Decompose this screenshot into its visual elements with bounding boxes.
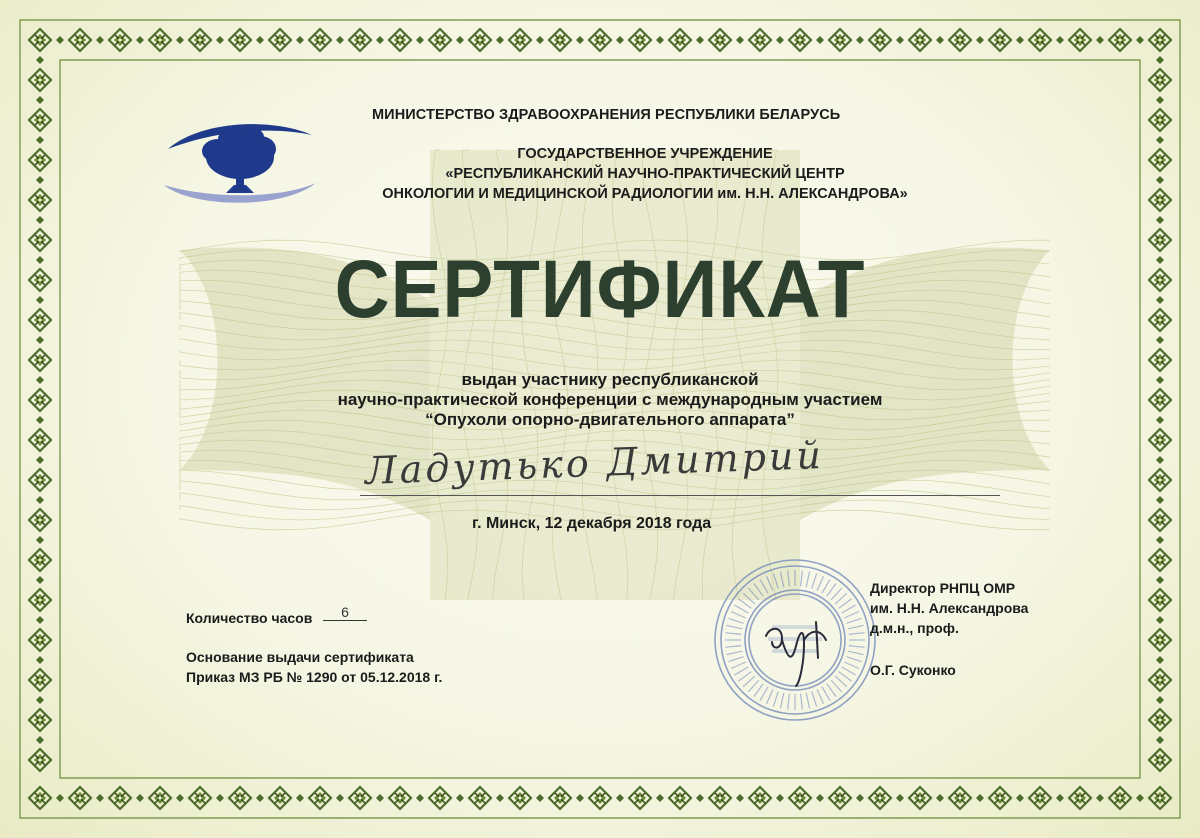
stamp-lettering-mark	[801, 570, 803, 586]
stamp-lettering-mark	[727, 651, 743, 654]
stamp-lettering-mark	[767, 576, 774, 591]
director-signature	[760, 600, 850, 690]
stamp-lettering-mark	[738, 672, 751, 681]
director-institution: им. Н.Н. Александрова	[870, 600, 1029, 616]
stamp-lettering-mark	[727, 625, 743, 628]
stamp-lettering-mark	[748, 680, 759, 692]
stamp-lettering-mark	[773, 691, 778, 706]
conference-name: “Опухоли опорно-двигательного аппарата”	[425, 410, 795, 429]
stamp-lettering-mark	[788, 694, 790, 710]
stamp-lettering-mark	[728, 618, 743, 623]
stamp-lettering-mark	[767, 689, 774, 704]
recipient-underline	[360, 495, 1000, 496]
stamp-lettering-mark	[725, 633, 741, 635]
director-degree: д.м.н., проф.	[870, 620, 959, 636]
stamp-lettering-mark	[760, 579, 768, 593]
stamp-lettering-mark	[773, 573, 778, 588]
stamp-lettering-mark	[788, 570, 790, 586]
stamp-lettering-mark	[806, 693, 809, 709]
description-line-2: научно-практической конференции с международным участием	[337, 390, 883, 409]
stamp-lettering-mark	[743, 676, 755, 687]
stamp-lettering-mark	[827, 583, 836, 596]
stamp-lettering-mark	[748, 588, 759, 600]
stamp-lettering-mark	[731, 662, 746, 669]
stamp-lettering-mark	[817, 576, 824, 591]
hours-value: 6	[323, 604, 367, 621]
basis-order: Приказ МЗ РБ № 1290 от 05.12.2018 г.	[186, 669, 443, 685]
stamp-lettering-mark	[743, 593, 755, 604]
stamp-lettering-mark	[806, 572, 809, 588]
stamp-lettering-mark	[734, 667, 748, 675]
recipient-name-handwritten: Ладутько Дмитрий	[364, 432, 825, 493]
stamp-lettering-mark	[848, 625, 864, 628]
hours-label: Количество часов	[186, 610, 313, 626]
institution-line-3: ОНКОЛОГИИ И МЕДИЦИНСКОЙ РАДИОЛОГИИ им. Н.Н. АЛЕКСАНДРОВА»	[382, 186, 908, 202]
certificate-title: СЕРТИФИКАТ	[334, 244, 866, 335]
institution-logo	[160, 115, 318, 211]
institution-line-2: «РЕСПУБЛИКАНСКИЙ НАУЧНО-ПРАКТИЧЕСКИЙ ЦЕНТР	[445, 166, 845, 182]
stamp-lettering-mark	[849, 633, 865, 635]
stamp-lettering-mark	[849, 646, 865, 648]
stamp-lettering-mark	[848, 651, 864, 654]
stamp-lettering-mark	[780, 572, 783, 588]
stamp-lettering-mark	[812, 573, 817, 588]
basis-label: Основание выдачи сертификата	[186, 649, 414, 665]
stamp-lettering-mark	[831, 588, 842, 600]
stamp-lettering-mark	[738, 599, 751, 608]
stamp-lettering-mark	[780, 693, 783, 709]
director-title: Директор РНПЦ ОМР	[870, 580, 1016, 596]
stamp-lettering-mark	[801, 694, 803, 710]
stamp-lettering-mark	[728, 657, 743, 662]
description-line-1: выдан участнику республиканской	[461, 370, 759, 389]
stamp-lettering-mark	[725, 646, 741, 648]
ministry-heading: МИНИСТЕРСТВО ЗДРАВООХРАНЕНИЯ РЕСПУБЛИКИ БЕЛАРУСЬ	[372, 107, 841, 123]
stamp-lettering-mark	[812, 691, 817, 706]
stamp-lettering-mark	[754, 583, 763, 596]
stamp-lettering-mark	[734, 605, 748, 613]
institution-line-1: ГОСУДАРСТВЕННОЕ УЧРЕЖДЕНИЕ	[517, 146, 773, 162]
stamp-lettering-mark	[822, 579, 830, 593]
stamp-lettering-mark	[817, 689, 824, 704]
stamp-lettering-mark	[731, 612, 746, 619]
city-date: г. Минск, 12 декабря 2018 года	[472, 515, 712, 532]
director-name: О.Г. Суконко	[870, 662, 956, 678]
